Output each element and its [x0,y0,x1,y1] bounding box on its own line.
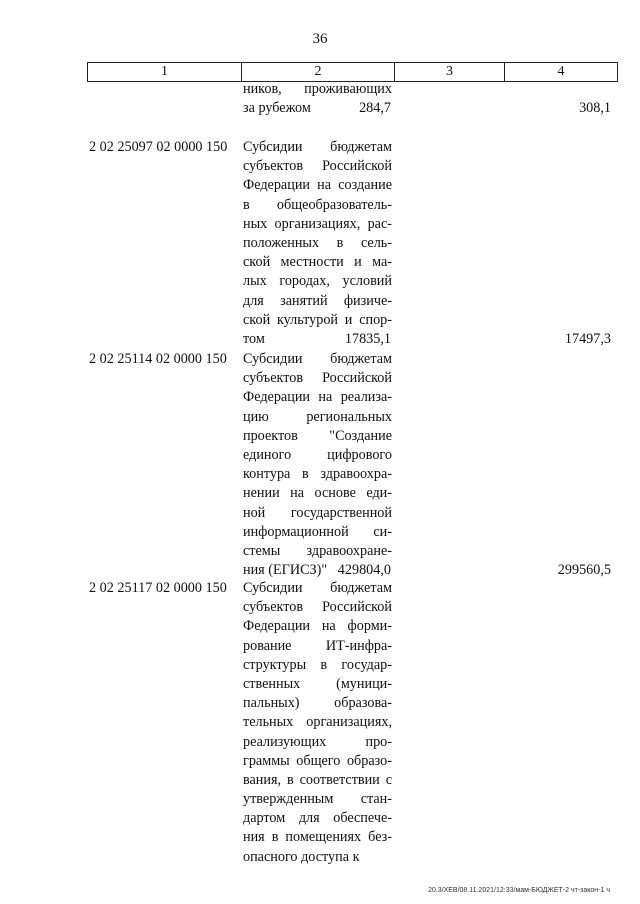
description-line: ния в помещениях без- [243,829,392,846]
budget-code: 2 02 25117 02 0000 150 [89,580,227,596]
value-col-3: 284,7 [359,100,391,117]
description-line: ников, проживающих [243,81,392,97]
value-col-4: 299560,5 [557,562,611,579]
description-line: Федерации на реализа- [243,389,392,406]
description-line: Федерации на форми- [243,618,392,635]
value-col-3: 17835,1 [344,331,391,347]
footer-stamp: 20.3/ХЕВ/08.11.2021/12:33/мам-БЮДЖЕТ-2 чт-закон-1 ч [428,887,610,894]
description-line: ной государственной [243,504,392,521]
description-line: опасного доступа к [243,848,360,865]
budget-code: 2 02 25097 02 0000 150 [89,139,228,155]
description-line: стемы здравоохране- [243,542,392,559]
description-line: рование ИТ-инфра- [243,637,392,654]
description-line: информационной си- [243,523,392,540]
description [243,350,392,580]
description-line: ственных (муници- [243,675,392,692]
header-col-4: 4 [557,64,565,79]
description [243,138,392,349]
value-col-3: 429804,0 [337,562,391,579]
description-line: Субсидии бюджетам [243,580,392,596]
budget-code: 2 02 25114 02 0000 150 [89,351,227,367]
description [243,579,392,867]
description-line: субъектов Российской [243,158,392,175]
description-line: Федерации на создание [243,177,392,194]
description-line: субъектов Российской [243,370,392,387]
description-line: проектов "Создание [243,427,392,444]
description-line: том [243,330,265,347]
description-line: утвержденным стан- [243,791,392,808]
description-line: пальных) образова- [243,695,392,712]
description-line: тельных организациях, [243,714,392,731]
description-line: цию региональных [243,408,392,425]
description-line: субъектов Российской [243,599,392,616]
description-line: единого цифрового [243,446,392,463]
description-line: ской местности и ма- [243,254,392,271]
description-line: за рубежом [243,100,311,117]
description-line: граммы общего образо- [243,752,392,769]
description-line: положенных в сель- [243,234,392,251]
header-col-2: 2 [242,63,395,81]
header-col-1: 1 [88,63,242,81]
description-line: для занятий физиче- [243,292,392,309]
description-line: вания, в соответствии с [243,771,392,788]
value-col-4: 17497,3 [564,331,611,347]
page-number: 36 [312,31,328,47]
description-line: в общеобразователь- [243,196,392,213]
description-line: лых городах, условий [243,273,392,290]
description-line: ных организациях, рас- [243,215,392,232]
description-line: ния (ЕГИСЗ)" [243,562,328,579]
description-line: ской культурой и спор- [243,311,392,328]
table-header [87,62,618,82]
value-col-4: 308,1 [579,100,611,117]
description-line: дартом для обеспече- [243,810,392,827]
description-line: нении на основе еди- [243,485,392,502]
header-col-3: 3 [395,63,505,81]
description-line: контура в здравоохра- [243,466,392,483]
description-line: реализующих про- [243,733,392,750]
description-line: Субсидии бюджетам [243,139,392,155]
description-line: структуры в государ- [243,656,392,673]
description-line: Субсидии бюджетам [243,351,392,367]
